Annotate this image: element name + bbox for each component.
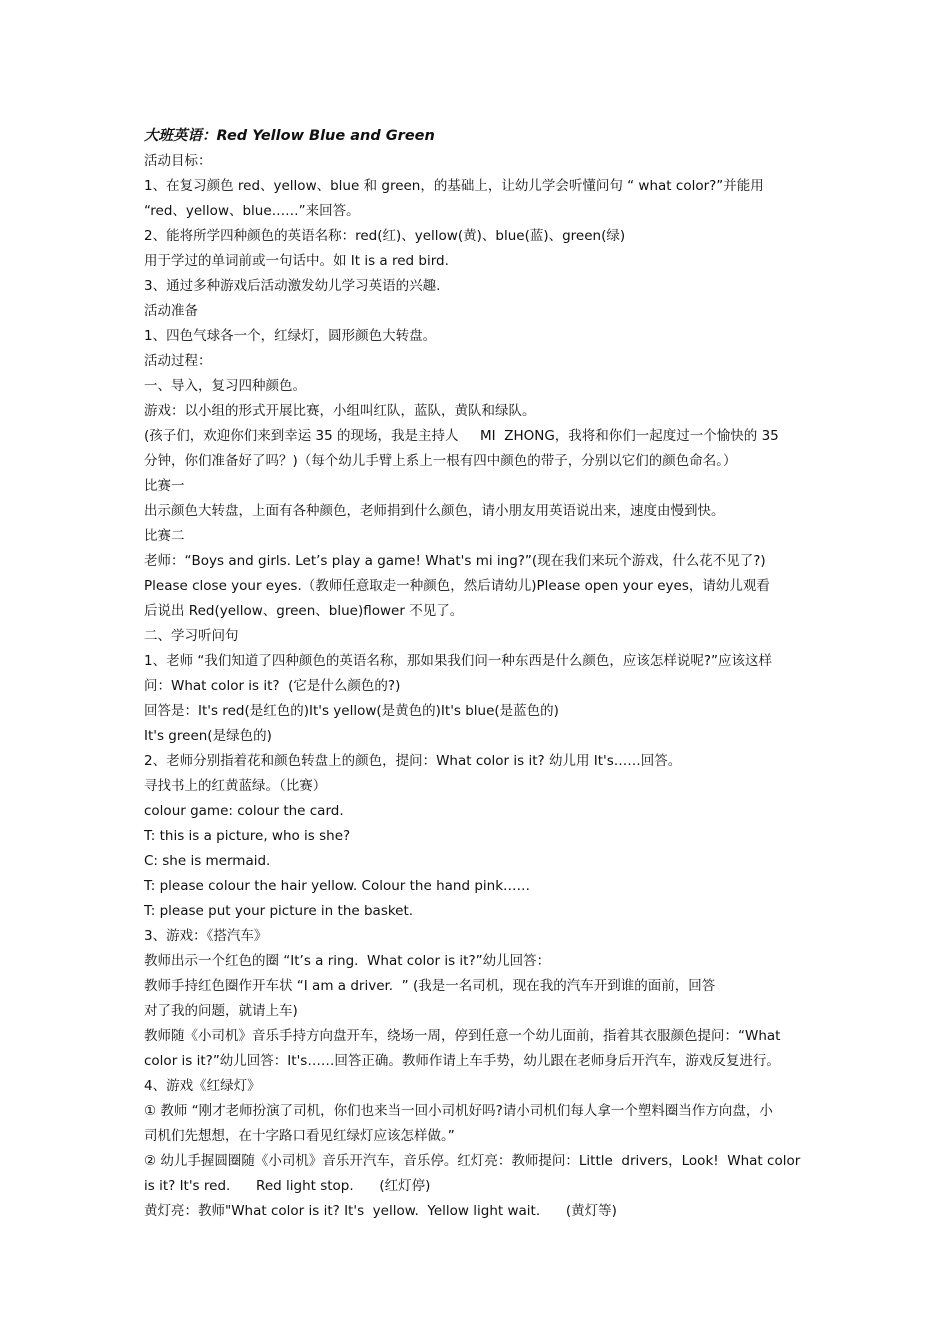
- text-line: 活动目标：: [144, 153, 212, 169]
- text-line: ② 幼儿手握圆圈随《小司机》音乐开汽车，音乐停。红灯亮：教师提问：Little drivers，Look! What color: [144, 1153, 801, 1169]
- text-line: 4、游戏《红绿灯》: [144, 1078, 261, 1094]
- text-line: “red、yellow、blue……”来回答。: [144, 203, 360, 219]
- text-line: 出示颜色大转盘，上面有各种颜色，老师捐到什么颜色，请小朋友用英语说出来，速度由慢到快。: [144, 503, 725, 519]
- text-line: 教师出示一个红色的圈 “It’s a ring. What color is it?”幼儿回答：: [144, 953, 551, 969]
- text-line: 一、导入，复习四种颜色。: [144, 378, 306, 394]
- document-title: 大班英语：Red Yellow Blue and Green: [144, 128, 435, 144]
- text-line: 2、老师分别指着花和颜色转盘上的颜色，提问：What color is it? 幼儿用 It's……回答。: [144, 753, 682, 769]
- text-line: 活动准备: [144, 303, 198, 319]
- text-line: 后说出 Red(yellow、green、blue)flower 不见了。: [144, 603, 464, 619]
- text-line: 教师手持红色圈作开车状 “I am a driver. ” (我是一名司机，现在我的汽车开到谁的面前，回答: [144, 978, 716, 994]
- text-line: 比赛一: [144, 478, 185, 494]
- text-line: 1、四色气球各一个，红绿灯，圆形颜色大转盘。: [144, 328, 437, 344]
- text-line: 分钟，你们准备好了吗？)（每个幼儿手臂上系上一根有四中颜色的带子，分别以它们的颜色命名。）: [144, 453, 737, 469]
- text-line: 司机们先想想，在十字路口看见红绿灯应该怎样做。”: [144, 1128, 455, 1144]
- text-line: 游戏：以小组的形式开展比赛，小组叫红队，蓝队，黄队和绿队。: [144, 403, 536, 419]
- text-line: 寻找书上的红黄蓝绿。（比赛）: [144, 778, 327, 794]
- text-line: 教师随《小司机》音乐手持方向盘开车，绕场一周，停到任意一个幼儿面前，指着其衣服颜色提问：“What: [144, 1028, 781, 1044]
- text-line: Please close your eyes.（教师任意取走一种颜色，然后请幼儿)Please open your eyes，请幼儿观看: [144, 578, 770, 594]
- document-body: [144, 124, 824, 1224]
- text-line: is it? It's red. Red light stop. (红灯停): [144, 1178, 431, 1194]
- text-line: 1、在复习颜色 red、yellow、blue 和 green，的基础上，让幼儿学会听懂问句 “ what color?”并能用: [144, 178, 764, 194]
- text-line: 比赛二: [144, 528, 185, 544]
- text-line: ① 教师 “刚才老师扮演了司机，你们也来当一回小司机好吗?请小司机们每人拿一个塑料圈当作方向盘，小: [144, 1103, 773, 1119]
- text-line: 2、能将所学四种颜色的英语名称：red(红)、yellow(黄)、blue(蓝)、green(绿): [144, 228, 626, 244]
- text-line: T: please colour the hair yellow. Colour the hand pink……: [144, 878, 531, 894]
- text-line: (孩子们，欢迎你们来到幸运 35 的现场，我是主持人 MI ZHONG，我将和你们一起度过一个愉快的 35: [144, 428, 779, 444]
- text-line: C: she is mermaid.: [144, 853, 271, 869]
- text-line: T: this is a picture, who is she?: [144, 828, 351, 844]
- text-line: It's green(是绿色的): [144, 728, 272, 744]
- text-line: color is it?”幼儿回答：It's……回答正确。教师作请上车手势，幼儿跟在老师身后开汽车，游戏反复进行。: [144, 1053, 780, 1069]
- text-line: 老师：“Boys and girls. Let’s play a game! What's mi ing?”(现在我们来玩个游戏，什么花不见了?): [144, 553, 766, 569]
- text-line: 用于学过的单词前或一句话中。如 It is a red bird.: [144, 253, 449, 269]
- text-line: 3、通过多种游戏后活动激发幼儿学习英语的兴趣.: [144, 278, 441, 294]
- text-line: 1、老师 “我们知道了四种颜色的英语名称，那如果我们问一种东西是什么颜色，应该怎样说呢?”应该这样: [144, 653, 773, 669]
- text-line: 3、游戏：《搭汽车》: [144, 928, 268, 944]
- text-line: 问：What color is it? (它是什么颜色的?): [144, 678, 401, 694]
- text-line: 二、学习听问句: [144, 628, 239, 644]
- text-line: 活动过程：: [144, 353, 212, 369]
- text-line: 回答是：It's red(是红色的)It's yellow(是黄色的)It's blue(是蓝色的): [144, 703, 559, 719]
- text-line: 对了我的问题，就请上车): [144, 1003, 298, 1019]
- text-line: colour game: colour the card.: [144, 803, 344, 819]
- text-line: 黄灯亮：教师"What color is it? It's yellow. Yellow light wait. (黄灯等): [144, 1203, 617, 1219]
- text-line: T: please put your picture in the basket.: [144, 903, 414, 919]
